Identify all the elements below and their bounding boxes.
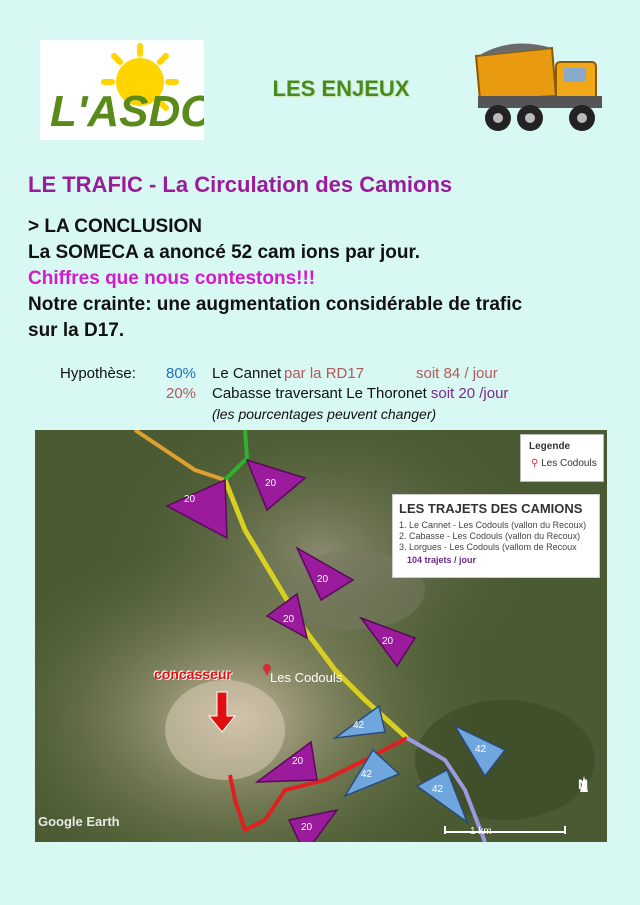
scale-label: 1 km: [470, 826, 492, 837]
place-label: Les Codouls: [270, 670, 343, 685]
conclusion-heading: > LA CONCLUSION: [28, 216, 202, 237]
arrow-label: 20: [265, 478, 277, 489]
arrow-label: 42: [361, 769, 373, 780]
conclusion-line-4: sur la D17.: [28, 320, 125, 341]
hypothesis-block: [60, 364, 508, 425]
main-title: LE TRAFIC - La Circulation des Camions: [28, 172, 453, 197]
arrow-label: 20: [301, 822, 313, 833]
arrow-label: 20: [292, 756, 304, 767]
legend-pin-icon: ⚲: [531, 458, 539, 469]
arrow-label: 20: [317, 574, 329, 585]
trajets-title: LES TRAJETS DES CAMIONS: [399, 501, 583, 516]
hypothesis-place-1: Le Cannet: [212, 365, 282, 382]
arrow-label: 42: [432, 784, 444, 795]
hypothesis-label: Hypothèse:: [60, 365, 136, 382]
hypothesis-route-1: par la RD17: [284, 365, 365, 382]
conclusion-line-3: Notre crainte: une augmentation considérable de trafic: [28, 294, 523, 315]
arrow-label: 20: [283, 614, 295, 625]
trajets-count: 104 trajets / jour: [407, 555, 477, 565]
trajets-panel: [392, 494, 600, 578]
trajet-item: 3. Lorgues - Les Codouls (vallom de Recoux: [399, 542, 577, 552]
hypothesis-result-1: soit 84 / jour: [416, 365, 498, 382]
hypothesis-place-2: Cabasse traversant Le Thoronet: [212, 385, 427, 402]
map-legend: [520, 434, 604, 482]
concasseur-label: concasseur: [154, 666, 232, 682]
page-header-title: LES ENJEUX: [272, 76, 410, 101]
dump-truck-icon: [470, 34, 610, 138]
google-earth-watermark: Google Earth: [38, 814, 120, 829]
conclusion-line-1: La SOMECA a anoncé 52 cam ions par jour.: [28, 242, 421, 263]
legend-item: Les Codouls: [541, 458, 597, 469]
arrow-label: 20: [184, 494, 196, 505]
trajet-item: 2. Cabasse - Les Codouls (vallon du Recoux): [399, 531, 581, 541]
asdc-logo: [40, 40, 204, 140]
hypothesis-pct-1: 80%: [166, 365, 197, 382]
conclusion-block: [28, 214, 628, 344]
hypothesis-note: (les pourcentages peuvent changer): [212, 406, 437, 422]
hypothesis-pct-2: 20%: [166, 385, 197, 402]
trajet-item: 1. Le Cannet - Les Codouls (vallon du Recoux): [399, 520, 587, 530]
arrow-label: 42: [475, 744, 487, 755]
north-label: N: [578, 776, 589, 792]
satellite-map: [35, 430, 607, 842]
legend-title: Legende: [529, 441, 571, 452]
arrow-label: 42: [353, 720, 365, 731]
conclusion-line-2: Chiffres que nous contestons!!!: [28, 268, 316, 289]
logo-text: L'ASDC: [50, 87, 204, 136]
hypothesis-result-2: soit 20 /jour: [430, 385, 509, 402]
arrow-label: 20: [382, 636, 394, 647]
